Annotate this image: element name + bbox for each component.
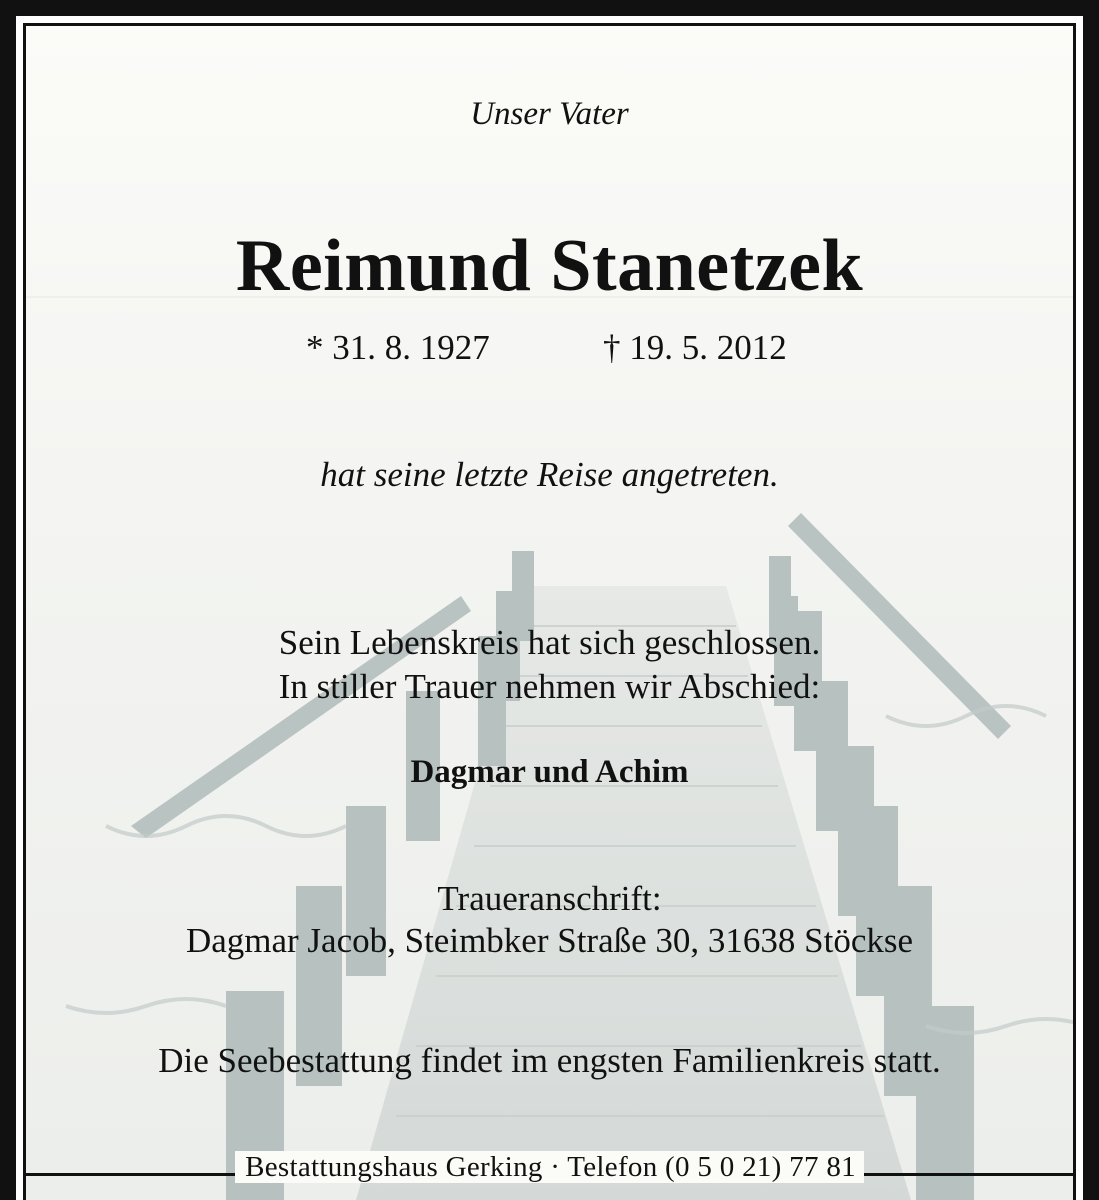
intro-text: Unser Vater: [470, 96, 629, 132]
deceased-name: Reimund Stanetzek: [235, 225, 864, 307]
family-names: Dagmar und Achim: [410, 754, 689, 790]
address-label: Traueranschrift:: [437, 879, 662, 918]
mourning-line: In stiller Trauer nehmen wir Abschied:: [278, 667, 821, 706]
funeral-home-text: Bestattungshaus Gerking · Telefon (0 5 0 21) 77 81: [235, 1151, 864, 1183]
mourning-address: Dagmar Jacob, Steimbker Straße 30, 31638 Stöckse: [185, 921, 914, 960]
life-dates: [26, 328, 1073, 372]
death-date: † 19. 5. 2012: [603, 328, 787, 367]
funeral-home-line: [23, 1151, 1076, 1184]
birth-date: * 31. 8. 1927: [306, 328, 490, 367]
notice-panel: [23, 23, 1076, 1200]
burial-note: Die Seebestattung findet im engsten Familienkreis statt.: [158, 1041, 941, 1080]
journey-text: hat seine letzte Reise angetreten.: [320, 455, 779, 494]
circle-line: Sein Lebenskreis hat sich geschlossen.: [278, 623, 821, 662]
footer: [23, 1151, 1076, 1200]
jetty-background-image: [26, 26, 1073, 1200]
